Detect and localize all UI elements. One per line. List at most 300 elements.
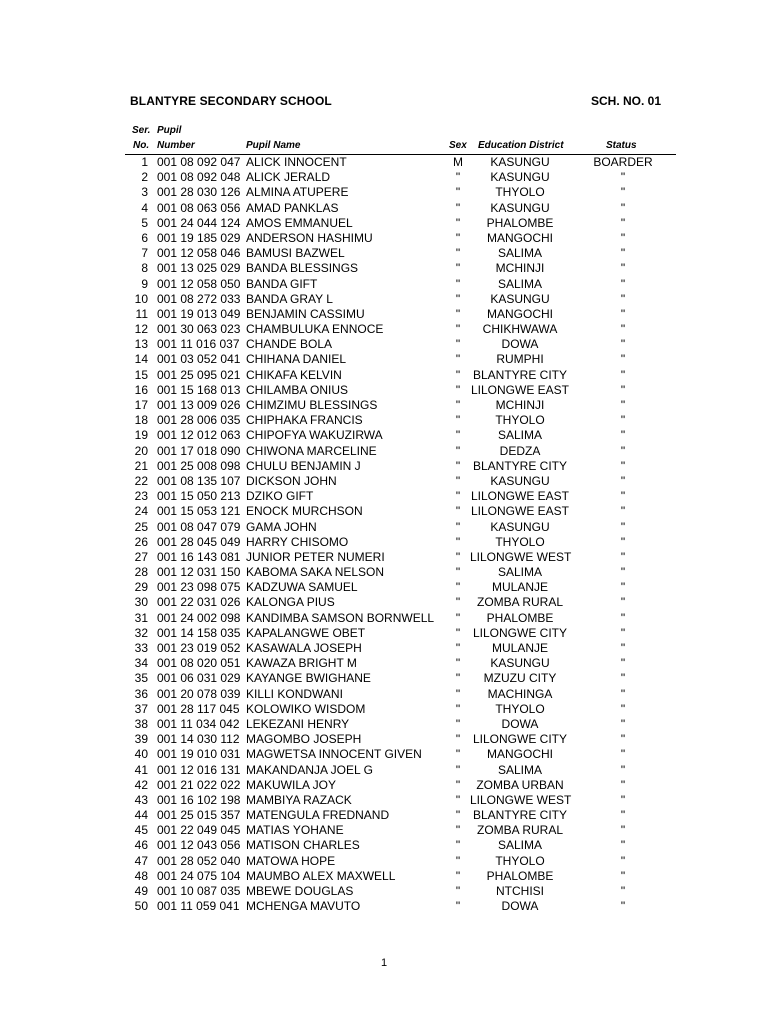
pupil-name: CHIHANA DANIEL [246,352,347,367]
status: " [620,701,626,716]
table-row [0,292,768,307]
education-district: PHALOMBE [486,610,554,625]
col-header-ser-line1: Ser. [132,125,151,136]
pupil-number: 001 16 143 081 [157,549,241,564]
pupil-name: CHIKAFA KELVIN [246,367,342,382]
pupil-number: 001 30 063 023 [157,322,241,337]
status: " [620,625,626,640]
sex: " [455,884,461,898]
sex: " [455,868,461,883]
table-row [0,595,768,610]
pupil-name: ENOCK MURCHSON [246,504,363,519]
pupil-number: 001 28 006 035 [157,413,241,428]
pupil-name: LEKEZANI HENRY [246,716,350,731]
education-district: THYOLO [495,413,545,428]
status: " [620,732,626,747]
pupil-number: 001 19 185 029 [157,230,241,245]
education-district: MULANJE [491,641,548,655]
ser-number: 4 [141,200,148,215]
sex: " [455,306,461,321]
table-row [0,185,768,200]
ser-number: 6 [141,230,148,245]
pupil-number: 001 12 012 063 [157,428,241,443]
sex: " [455,276,461,291]
education-district: LILONGWE EAST [470,504,570,519]
education-district: MANGOCHI [487,230,553,245]
pupil-number: 001 08 272 033 [157,291,241,306]
pupil-number: 001 23 019 052 [157,641,241,655]
status: " [620,337,626,352]
table-row [0,413,768,428]
pupil-name: MATOWA HOPE [246,853,336,868]
pupil-number: 001 20 078 039 [157,686,241,701]
pupil-name: KAWAZA BRIGHT M [246,656,357,671]
pupil-name: CHIPOFYA WAKUZIRWA [246,428,383,443]
pupil-number: 001 22 031 026 [157,595,241,610]
education-district: LILONGWE EAST [470,489,570,504]
education-district: KASUNGU [490,291,550,306]
status: " [620,413,626,428]
sex: " [455,215,461,230]
pupil-name: CHIPHAKA FRANCIS [246,413,363,428]
ser-number: 7 [141,246,148,261]
ser-number: 22 [134,473,148,488]
status: " [620,519,626,534]
ser-number: 25 [134,519,148,534]
education-district: MCHINJI [495,261,545,276]
table-row [0,246,768,261]
education-district: LILONGWE CITY [472,625,567,640]
col-header-pupil-line2: Number [157,140,195,151]
pupil-number: 001 12 031 150 [157,565,241,580]
status: " [620,276,626,291]
education-district: LILONGWE WEST [470,792,572,807]
table-row [0,641,768,656]
sex: " [455,185,461,200]
sex: " [455,625,461,640]
ser-number: 20 [134,443,148,458]
education-district: MCHINJI [495,398,545,412]
col-header-pupil-line1: Pupil [157,125,182,136]
ser-number: 27 [134,549,148,564]
education-district: THYOLO [495,534,545,549]
table-row [0,747,768,762]
pupil-name: GAMA JOHN [246,519,317,534]
sex: " [455,823,461,838]
education-district: LILONGWE CITY [472,732,567,747]
education-district: MULANJE [491,580,548,595]
status: " [620,473,626,488]
education-district: RUMPHI [496,352,544,367]
pupil-table [0,155,768,914]
ser-number: 21 [134,458,148,473]
col-header-status: Status [606,140,637,151]
status: " [620,762,626,777]
status: " [620,686,626,701]
sex: " [455,413,461,428]
school-number: SCH. NO. 01 [591,94,662,108]
ser-number: 26 [134,534,148,549]
table-row [0,869,768,884]
education-district: KASUNGU [490,519,550,534]
education-district: SALIMA [497,276,542,291]
status: " [620,200,626,215]
pupil-name: ALICK INNOCENT [246,155,347,169]
sex: " [455,762,461,777]
table-row [0,793,768,808]
sex: " [455,473,461,488]
pupil-name: CHIWONA MARCELINE [246,443,377,458]
sex: " [455,322,461,337]
pupil-name: BANDA GRAY L [246,291,333,306]
ser-number: 40 [134,747,148,762]
education-district: KASUNGU [490,155,550,169]
pupil-number: 001 28 052 040 [157,853,241,868]
table-row [0,899,768,914]
status: " [620,170,626,185]
table-row [0,489,768,504]
pupil-number: 001 12 058 046 [157,246,241,261]
table-row [0,459,768,474]
ser-number: 8 [141,261,148,276]
status: " [620,291,626,306]
ser-number: 31 [134,610,148,625]
education-district: BLANTYRE CITY [472,458,568,473]
pupil-number: 001 24 044 124 [157,215,241,230]
status: " [620,641,626,655]
education-district: CHIKHWAWA [482,322,558,337]
sex: " [455,428,461,443]
pupil-name: DZIKO GIFT [246,489,314,504]
pupil-number: 001 24 002 098 [157,610,241,625]
table-row [0,520,768,535]
pupil-name: AMOS EMMANUEL [246,215,353,230]
ser-number: 35 [134,671,148,686]
pupil-number: 001 28 117 045 [157,701,240,716]
status: " [620,656,626,671]
table-row [0,474,768,489]
pupil-name: KANDIMBA SAMSON BORNWELL [246,610,435,625]
education-district: DOWA [501,716,539,731]
status: " [620,549,626,564]
pupil-number: 001 08 135 107 [157,473,241,488]
col-header-sex: Sex [449,140,467,151]
ser-number: 11 [135,306,148,321]
ser-number: 19 [134,428,148,443]
pupil-number: 001 11 034 042 [157,716,240,731]
pupil-name: KASAWALA JOSEPH [246,641,362,655]
pupil-number: 001 14 158 035 [157,625,241,640]
pupil-number: 001 12 058 050 [157,276,241,291]
education-district: KASUNGU [490,200,550,215]
pupil-number: 001 13 009 026 [157,398,241,412]
table-row [0,322,768,337]
pupil-number: 001 25 095 021 [157,367,241,382]
status: " [620,853,626,868]
pupil-number: 001 23 098 075 [157,580,241,595]
pupil-number: 001 08 020 051 [157,656,241,671]
sex: " [455,337,461,352]
sex: " [455,246,461,261]
col-header-district: Education District [478,140,564,151]
pupil-name: KADZUWA SAMUEL [246,580,358,595]
status: " [620,565,626,580]
sex: " [455,352,461,367]
pupil-name: KAYANGE BWIGHANE [246,671,371,686]
sex: " [455,701,461,716]
pupil-number: 001 12 016 131 [157,762,241,777]
sex: " [455,382,461,397]
sex: " [455,291,461,306]
education-district: KASUNGU [490,473,550,488]
table-row [0,671,768,686]
education-district: ZOMBA RURAL [476,595,563,610]
status: " [620,610,626,625]
pupil-name: MATIAS YOHANE [246,823,344,838]
pupil-name: AMAD PANKLAS [246,200,339,215]
education-district: SALIMA [497,565,542,580]
education-district: PHALOMBE [486,868,554,883]
ser-number: 48 [134,868,148,883]
status: " [620,884,626,898]
sex: " [455,656,461,671]
pupil-name: CHULU BENJAMIN J [246,458,361,473]
sex: " [455,671,461,686]
status: " [620,185,626,200]
status: " [620,868,626,883]
sex: " [455,519,461,534]
pupil-number: 001 15 050 213 [157,489,241,504]
pupil-name: KALONGA PIUS [246,595,335,610]
pupil-number: 001 03 052 041 [157,352,241,367]
pupil-number: 001 08 092 047 [157,155,241,169]
education-district: NTCHISI [496,884,544,898]
pupil-name: MAUMBO ALEX MAXWELL [246,868,396,883]
ser-number: 30 [134,595,148,610]
status: " [620,838,626,853]
pupil-number: 001 17 018 090 [157,443,241,458]
ser-number: 16 [134,382,148,397]
table-row [0,428,768,443]
ser-number: 42 [134,777,148,792]
sex: " [455,261,461,276]
education-district: BLANTYRE CITY [472,808,568,823]
status: " [620,428,626,443]
table-row [0,702,768,717]
education-district: THYOLO [495,701,545,716]
pupil-number: 001 16 102 198 [157,792,241,807]
status: " [620,398,626,412]
pupil-name: MATENGULA FREDNAND [246,808,390,823]
pupil-name: BANDA GIFT [246,276,318,291]
sex: " [455,853,461,868]
pupil-name: ANDERSON HASHIMU [246,230,373,245]
sex: " [455,565,461,580]
pupil-name: MAGOMBO JOSEPH [246,732,362,747]
ser-number: 32 [134,625,148,640]
pupil-name: ALMINA ATUPERE [246,185,349,200]
status: " [620,367,626,382]
status: " [620,306,626,321]
education-district: LILONGWE EAST [470,382,570,397]
ser-number: 3 [141,185,148,200]
pupil-name: CHIMZIMU BLESSINGS [246,398,378,412]
education-district: SALIMA [497,246,542,261]
pupil-name: MAGWETSA INNOCENT GIVEN [246,747,422,762]
education-district: THYOLO [495,853,545,868]
table-row [0,170,768,185]
table-row [0,778,768,793]
table-row [0,231,768,246]
table-row [0,550,768,565]
status: " [620,489,626,504]
ser-number: 45 [134,823,148,838]
table-row [0,261,768,276]
school-name: BLANTYRE SECONDARY SCHOOL [130,94,332,108]
education-district: ZOMBA RURAL [476,823,563,838]
pupil-number: 001 08 092 048 [157,170,241,185]
status: " [620,261,626,276]
ser-number: 9 [141,276,148,291]
table-row [0,838,768,853]
pupil-name: KAPALANGWE OBET [246,625,366,640]
pupil-name: KOLOWIKO WISDOM [246,701,366,716]
pupil-number: 001 15 053 121 [157,504,241,519]
sex: " [455,792,461,807]
ser-number: 43 [134,792,148,807]
pupil-name: MBEWE DOUGLAS [246,884,354,898]
sex: " [455,398,461,412]
education-district: SALIMA [497,762,542,777]
pupil-name: ALICK JERALD [246,170,331,185]
pupil-number: 001 21 022 022 [157,777,241,792]
status: " [620,747,626,762]
sex: " [455,458,461,473]
table-row [0,823,768,838]
education-district: KASUNGU [490,170,550,185]
status: " [620,823,626,838]
status: " [620,899,626,914]
table-row [0,717,768,732]
ser-number: 37 [134,701,148,716]
education-district: LILONGWE WEST [470,549,572,564]
education-district: SALIMA [497,838,542,853]
sex: " [455,489,461,504]
ser-number: 41 [134,762,148,777]
ser-number: 49 [134,884,148,898]
pupil-number: 001 06 031 029 [157,671,241,686]
ser-number: 10 [134,291,148,306]
status: " [620,792,626,807]
table-row [0,687,768,702]
ser-number: 33 [134,641,148,655]
sex: " [455,580,461,595]
pupil-name: KILLI KONDWANI [246,686,343,701]
page-number: 1 [380,957,388,969]
ser-number: 47 [134,853,148,868]
education-district: BLANTYRE CITY [472,367,568,382]
sex: " [455,504,461,519]
status: " [620,595,626,610]
status: " [620,322,626,337]
status: " [620,777,626,792]
pupil-number: 001 19 010 031 [157,747,241,762]
pupil-name: MAKANDANJA JOEL G [246,762,373,777]
table-row [0,383,768,398]
sex: " [455,747,461,762]
pupil-number: 001 08 047 079 [157,519,241,534]
pupil-number: 001 14 030 112 [157,732,240,747]
sex: " [455,732,461,747]
sex: " [455,838,461,853]
ser-number: 44 [134,808,148,823]
sex: " [455,777,461,792]
status: " [620,443,626,458]
table-row [0,307,768,322]
status: " [620,504,626,519]
table-row [0,201,768,216]
status: " [620,215,626,230]
sex: " [455,641,461,655]
pupil-number: 001 25 008 098 [157,458,241,473]
sex: " [455,808,461,823]
sex: " [455,899,461,914]
status: " [620,580,626,595]
ser-number: 2 [141,170,148,185]
education-district: MZUZU CITY [483,671,557,686]
ser-number: 24 [134,504,148,519]
education-district: ZOMBA URBAN [476,777,564,792]
sex: " [455,170,461,185]
pupil-name: MAKUWILA JOY [246,777,337,792]
table-row [0,444,768,459]
pupil-name: BANDA BLESSINGS [246,261,359,276]
ser-number: 39 [134,732,148,747]
table-row [0,763,768,778]
status: " [620,352,626,367]
education-district: MANGOCHI [487,306,553,321]
ser-number: 23 [134,489,148,504]
ser-number: 29 [134,580,148,595]
ser-number: 46 [134,838,148,853]
pupil-name: DICKSON JOHN [246,473,337,488]
ser-number: 5 [141,215,148,230]
ser-number: 18 [134,413,148,428]
sex: " [455,595,461,610]
education-district: THYOLO [495,185,545,200]
education-district: MACHINGA [487,686,553,701]
ser-number: 28 [134,565,148,580]
sex: " [455,716,461,731]
pupil-number: 001 24 075 104 [157,868,241,883]
status: " [620,458,626,473]
ser-number: 1 [141,155,148,169]
table-row [0,808,768,823]
pupil-name: CHANDE BOLA [246,337,333,352]
table-row [0,277,768,292]
pupil-number: 001 28 045 049 [157,534,241,549]
ser-number: 14 [134,352,148,367]
pupil-number: 001 10 087 035 [157,884,241,898]
table-row [0,216,768,231]
pupil-number: 001 15 168 013 [157,382,241,397]
pupil-number: 001 11 059 041 [157,899,240,914]
sex: " [455,230,461,245]
table-row [0,155,768,170]
status: " [620,716,626,731]
sex: " [455,200,461,215]
sex: " [455,367,461,382]
